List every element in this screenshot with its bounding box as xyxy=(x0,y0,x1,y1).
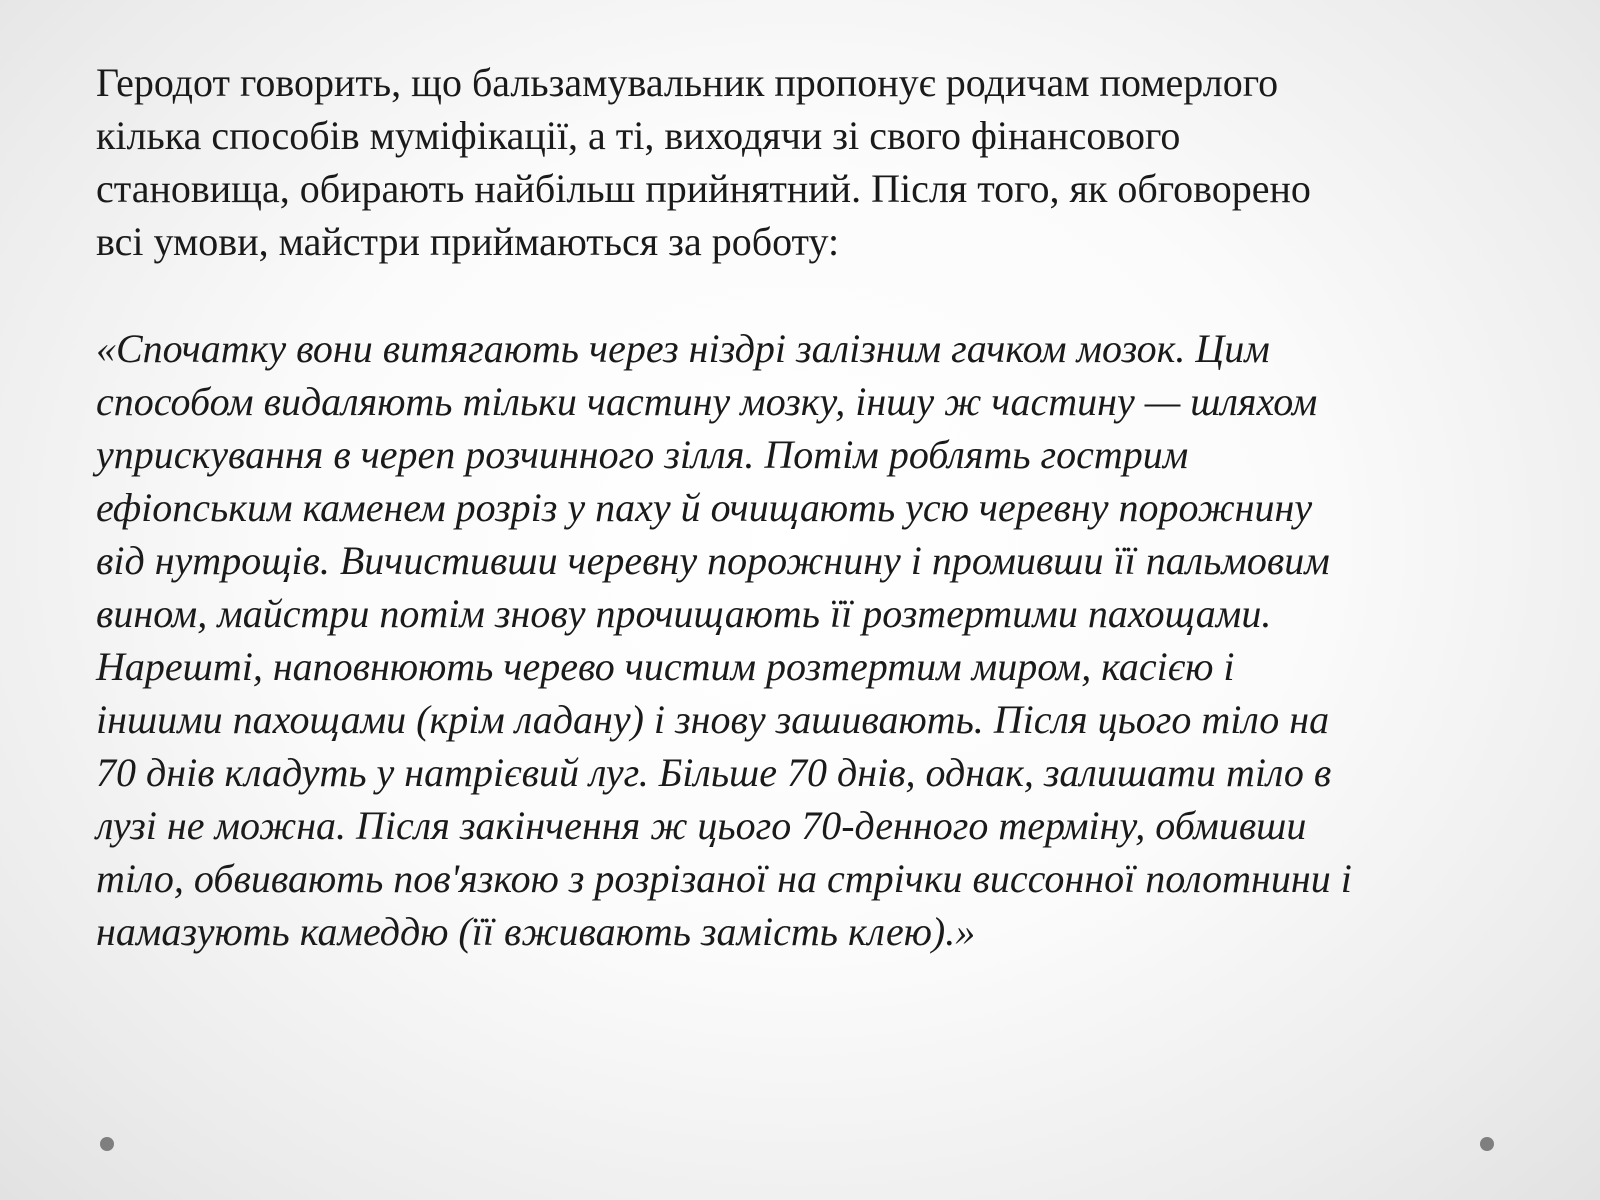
quote-line: іншими пахощами (крім ладану) і знову зашивають. Після цього тіло на xyxy=(96,697,1330,742)
intro-paragraph xyxy=(96,56,1516,268)
quote-line: вином, майстри потім знову прочищають її розтертими пахощами. xyxy=(96,591,1272,636)
quote-line: способом видаляють тільки частину мозку, іншу ж частину — шляхом xyxy=(96,379,1318,424)
quote-line: «Спочатку вони витягають через ніздрі залізним гачком мозок. Цим xyxy=(96,326,1270,371)
quote-line: Нарешті, наповнюють черево чистим розтертим миром, касією і xyxy=(96,644,1235,689)
quote-line: ефіопським каменем розріз у паху й очищають усю черевну порожнину xyxy=(96,485,1313,530)
quote-line: намазують камеддю (її вживають замість клею).» xyxy=(96,909,976,954)
intro-line: Геродот говорить, що бальзамувальник пропонує родичам померлого xyxy=(96,60,1279,105)
quote-line: тіло, обвивають пов'язкою з розрізаної на стрічки виссонної полотнини і xyxy=(96,856,1352,901)
slide-content xyxy=(96,56,1516,958)
quote-line: від нутрощів. Вичистивши черевну порожнину і промивши її пальмовим xyxy=(96,538,1330,583)
quote-line: лузі не можна. Після закінчення ж цього 70-денного терміну, обмивши xyxy=(96,803,1307,848)
intro-line: всі умови, майстри приймаються за роботу: xyxy=(96,219,840,264)
intro-line: кілька способів муміфікації, а ті, виходячи зі свого фінансового xyxy=(96,113,1181,158)
decorative-dot-right-icon xyxy=(1480,1137,1494,1151)
quote-paragraph xyxy=(96,322,1516,958)
quote-line: 70 днів кладуть у натрієвий луг. Більше 70 днів, однак, залишати тіло в xyxy=(96,750,1332,795)
intro-line: становища, обирають найбільш прийнятний. Після того, як обговорено xyxy=(96,166,1311,211)
quote-line: уприскування в череп розчинного зілля. Потім роблять гострим xyxy=(96,432,1189,477)
decorative-dot-left-icon xyxy=(100,1137,114,1151)
